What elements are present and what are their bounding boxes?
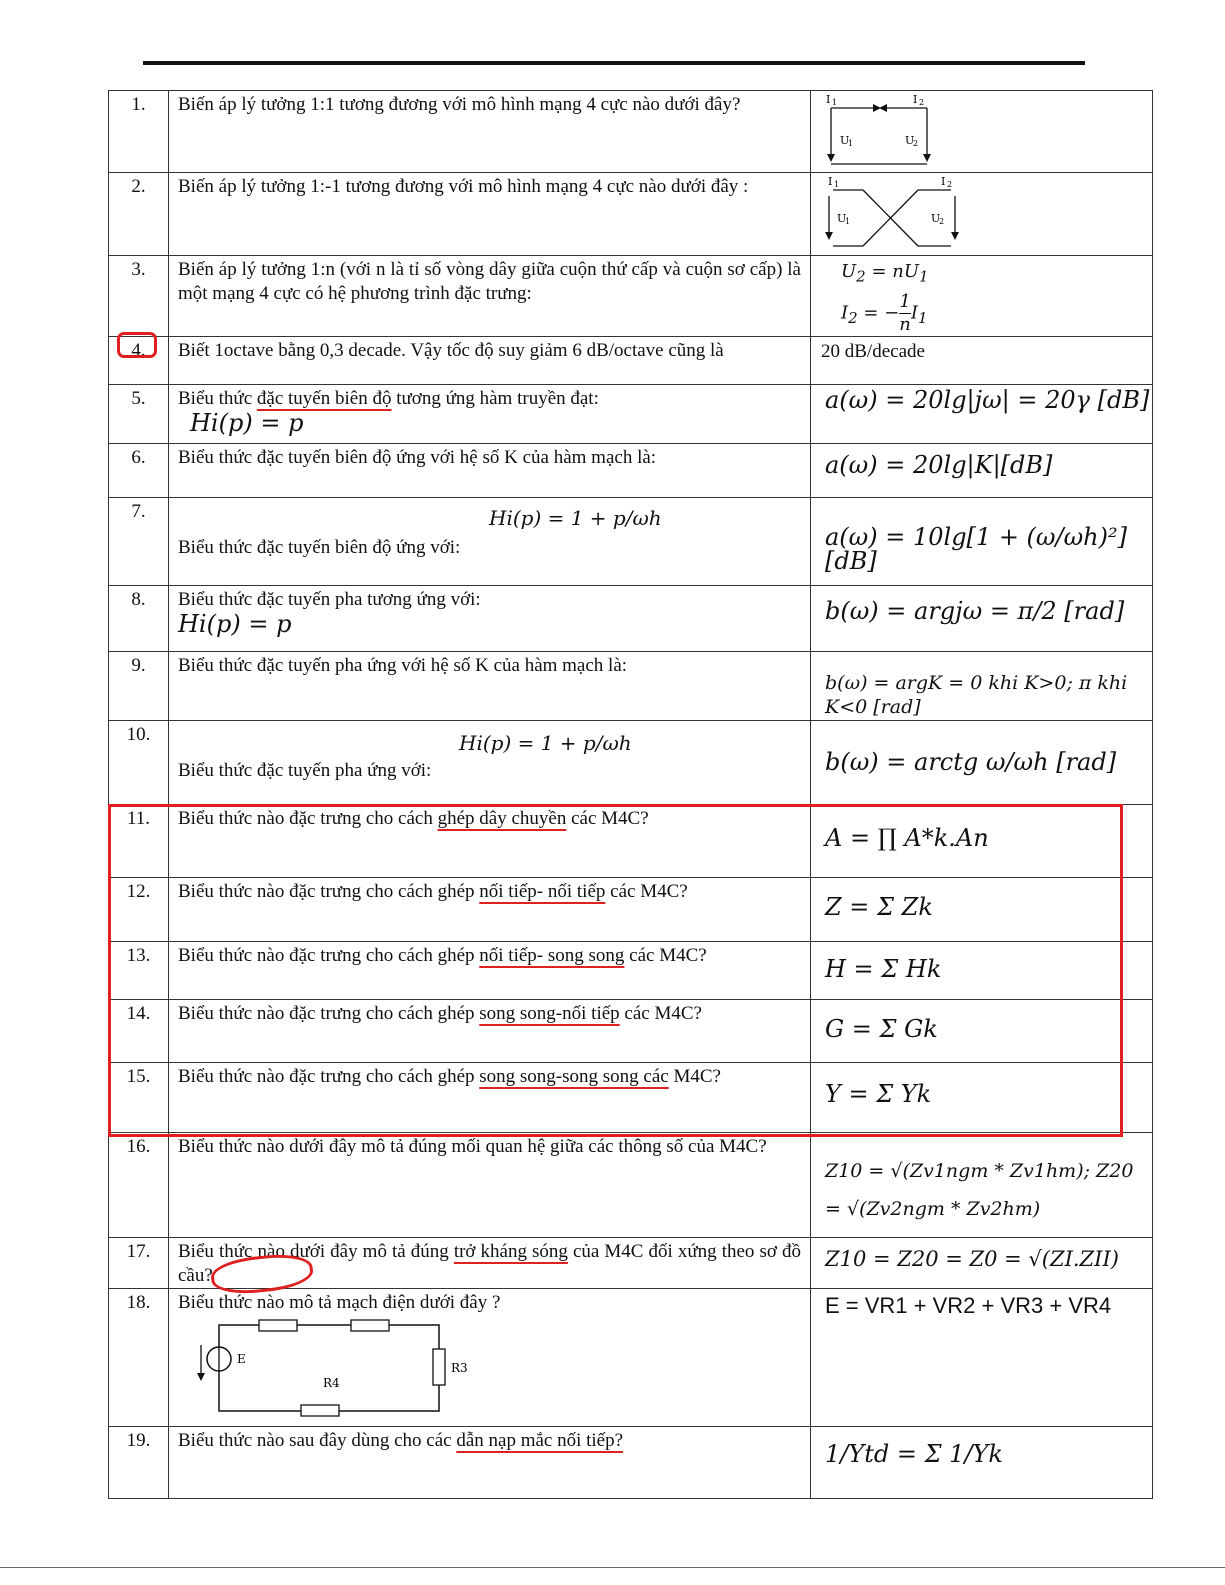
question-text: Biểu thức nào mô tả mạch điện dưới đây ? E R3 R4 <box>169 1289 811 1427</box>
svg-text:1: 1 <box>848 139 854 148</box>
table-row <box>109 1133 1153 1238</box>
question-text: Biến áp lý tưởng 1:1 tương đương với mô hình mạng 4 cực nào dưới đây? <box>169 91 811 173</box>
table-row <box>109 385 1153 444</box>
question-text: Biểu thức nào sau đây dùng cho các dẫn nạp mắc nối tiếp? <box>169 1427 811 1499</box>
formula: Hi(p) = 1 + p/ωh <box>459 731 632 755</box>
svg-text:R4: R4 <box>323 1376 340 1390</box>
answer-formula: Z10 = Z20 = Z0 = √(ZI.ZII) <box>811 1238 1153 1289</box>
table-row <box>109 337 1153 385</box>
row-number: 9. <box>109 652 169 721</box>
question-text: Biểu thức nào đặc trưng cho cách ghép dây chuyền các M4C? <box>169 805 811 878</box>
row-number: 14. <box>109 1000 169 1063</box>
row-number: 17. <box>109 1238 169 1289</box>
svg-text:I: I <box>913 93 918 106</box>
transformer-1-1-diagram <box>823 92 943 168</box>
row-number: 16. <box>109 1133 169 1238</box>
table-row <box>109 1289 1153 1427</box>
svg-text:I: I <box>828 175 833 188</box>
table-row <box>109 91 1153 173</box>
question-text: Biểu thức đặc tuyến biên độ ứng với hệ số K của hàm mạch là: <box>169 444 811 498</box>
answer-formula: Z = Σ Zk <box>811 878 1153 942</box>
table-row <box>109 256 1153 337</box>
svg-text:2: 2 <box>913 139 919 148</box>
question-text: Biểu thức đặc tuyến pha tương ứng với: Hi(p) = p <box>169 586 811 652</box>
question-text: Biểu thức nào đặc trưng cho cách ghép nối tiếp- song song các M4C? <box>169 942 811 1000</box>
answer-formula: a(ω) = 10lg[1 + (ω/ωh)²] [dB] <box>811 498 1153 586</box>
answer-formula: H = Σ Hk <box>811 942 1153 1000</box>
table-row <box>109 586 1153 652</box>
answer-formula: G = Σ Gk <box>811 1000 1153 1063</box>
circuit-diagram <box>181 1315 468 1425</box>
question-text: Biết 1octave bằng 0,3 decade. Vậy tốc độ suy giảm 6 dB/octave cũng là <box>169 337 811 385</box>
question-text: Biểu thức đặc tuyến biên độ tương ứng hàm truyền đạt: Hi(p) = p <box>169 385 811 444</box>
question-text: Biểu thức nào đặc trưng cho cách ghép song song-song song các M4C? <box>169 1063 811 1133</box>
answer-formula: b(ω) = arctg ω/ωh [rad] <box>811 721 1153 805</box>
answer-formula: b(ω) = argjω = π/2 [rad] <box>811 586 1153 652</box>
table-row <box>109 444 1153 498</box>
table-row <box>109 498 1153 586</box>
table-row <box>109 1000 1153 1063</box>
row-number: 5. <box>109 385 169 444</box>
answer-cell <box>811 173 1153 256</box>
answer-formula: A = ∏ A*k.An <box>811 805 1153 878</box>
footer-rule <box>0 1567 1225 1568</box>
svg-text:2: 2 <box>919 98 925 107</box>
svg-text:R3: R3 <box>451 1361 468 1375</box>
svg-text:1: 1 <box>832 98 838 107</box>
formula: Hi(p) = p <box>178 610 292 638</box>
row-number: 4. <box>109 337 169 385</box>
row-number: 11. <box>109 805 169 878</box>
table-row <box>109 173 1153 256</box>
question-text: Biểu thức nào dưới đây mô tả đúng mối quan hệ giữa các thông số của M4C? <box>169 1133 811 1238</box>
svg-text:I: I <box>941 175 946 188</box>
transformer-1-minus1-diagram <box>823 174 963 252</box>
answer-formula: Y = Σ Yk <box>811 1063 1153 1133</box>
formula: Hi(p) = 1 + p/ωh <box>489 506 662 530</box>
svg-text:2: 2 <box>939 217 945 226</box>
question-text: Biểu thức đặc tuyến pha ứng với: Hi(p) = 1 + p/ωh <box>169 721 811 805</box>
formula: Hi(p) = p <box>190 409 304 437</box>
answer-formula: 1/Ytd = Σ 1/Yk <box>811 1427 1153 1499</box>
row-number: 7. <box>109 498 169 586</box>
svg-text:U: U <box>931 212 941 225</box>
question-text: Biểu thức đặc tuyến pha ứng với hệ số K của hàm mạch là: <box>169 652 811 721</box>
row-number: 1. <box>109 91 169 173</box>
formula-i2: $I_2$ = − $\frac{1}{n}$ $I_1$ <box>841 290 928 335</box>
table-row <box>109 878 1153 942</box>
table-row <box>109 1063 1153 1133</box>
table-row <box>109 1427 1153 1499</box>
svg-text:U: U <box>905 134 915 147</box>
svg-text:1: 1 <box>834 180 840 189</box>
row-number: 8. <box>109 586 169 652</box>
row-number: 12. <box>109 878 169 942</box>
row-number: 18. <box>109 1289 169 1427</box>
answer-cell <box>811 256 1153 337</box>
svg-text:U: U <box>840 134 850 147</box>
row-number: 10. <box>109 721 169 805</box>
row-number: 13. <box>109 942 169 1000</box>
question-text: Biến áp lý tưởng 1:-1 tương đương với mô hình mạng 4 cực nào dưới đây : <box>169 173 811 256</box>
svg-text:2: 2 <box>947 180 953 189</box>
table-row <box>109 942 1153 1000</box>
question-text: Biểu thức đặc tuyến biên độ ứng với: Hi(p) = 1 + p/ωh <box>169 498 811 586</box>
question-text: Biểu thức nào dưới đây mô tả đúng trở kháng sóng của M4C đối xứng theo sơ đồ cầu? <box>169 1238 811 1289</box>
row-number: 3. <box>109 256 169 337</box>
table-row <box>109 652 1153 721</box>
answer-text: 20 dB/decade <box>811 337 1153 385</box>
table-row <box>109 805 1153 878</box>
question-text: Biểu thức nào đặc trưng cho cách ghép song song-nối tiếp các M4C? <box>169 1000 811 1063</box>
row-number: 15. <box>109 1063 169 1133</box>
svg-text:U: U <box>837 212 847 225</box>
answer-cell <box>811 91 1153 173</box>
row-number: 6. <box>109 444 169 498</box>
question-text: Biểu thức nào đặc trưng cho cách ghép nối tiếp- nối tiếp các M4C? <box>169 878 811 942</box>
highlight-circle-row-4 <box>117 332 157 358</box>
svg-text:I: I <box>826 93 831 106</box>
formula-u2: $U_2 = nU_1$ <box>841 261 929 286</box>
answer-formula: b(ω) = argK = 0 khi K>0; π khi K<0 [rad] <box>811 652 1153 721</box>
answer-formula: Z10 = √(Zv1ngm * Zv1hm); Z20 = √(Zv2ngm * Zv2hm) <box>811 1133 1153 1238</box>
answer-formula: E = VR1 + VR2 + VR3 + VR4 <box>811 1289 1153 1427</box>
answer-formula: a(ω) = 20lg|jω| = 20γ [dB] <box>811 385 1153 444</box>
answer-formula: a(ω) = 20lg|K|[dB] <box>811 444 1153 498</box>
row-number: 2. <box>109 173 169 256</box>
question-text: Biến áp lý tưởng 1:n (với n là tỉ số vòng dây giữa cuộn thứ cấp và cuộn sơ cấp) là một mạng 4 cực có hệ phương trình đặc trưng: <box>169 256 811 337</box>
svg-text:1: 1 <box>845 217 851 226</box>
svg-text:E: E <box>237 1352 246 1366</box>
table-row <box>109 721 1153 805</box>
row-number: 19. <box>109 1427 169 1499</box>
header-rule <box>143 61 1085 65</box>
